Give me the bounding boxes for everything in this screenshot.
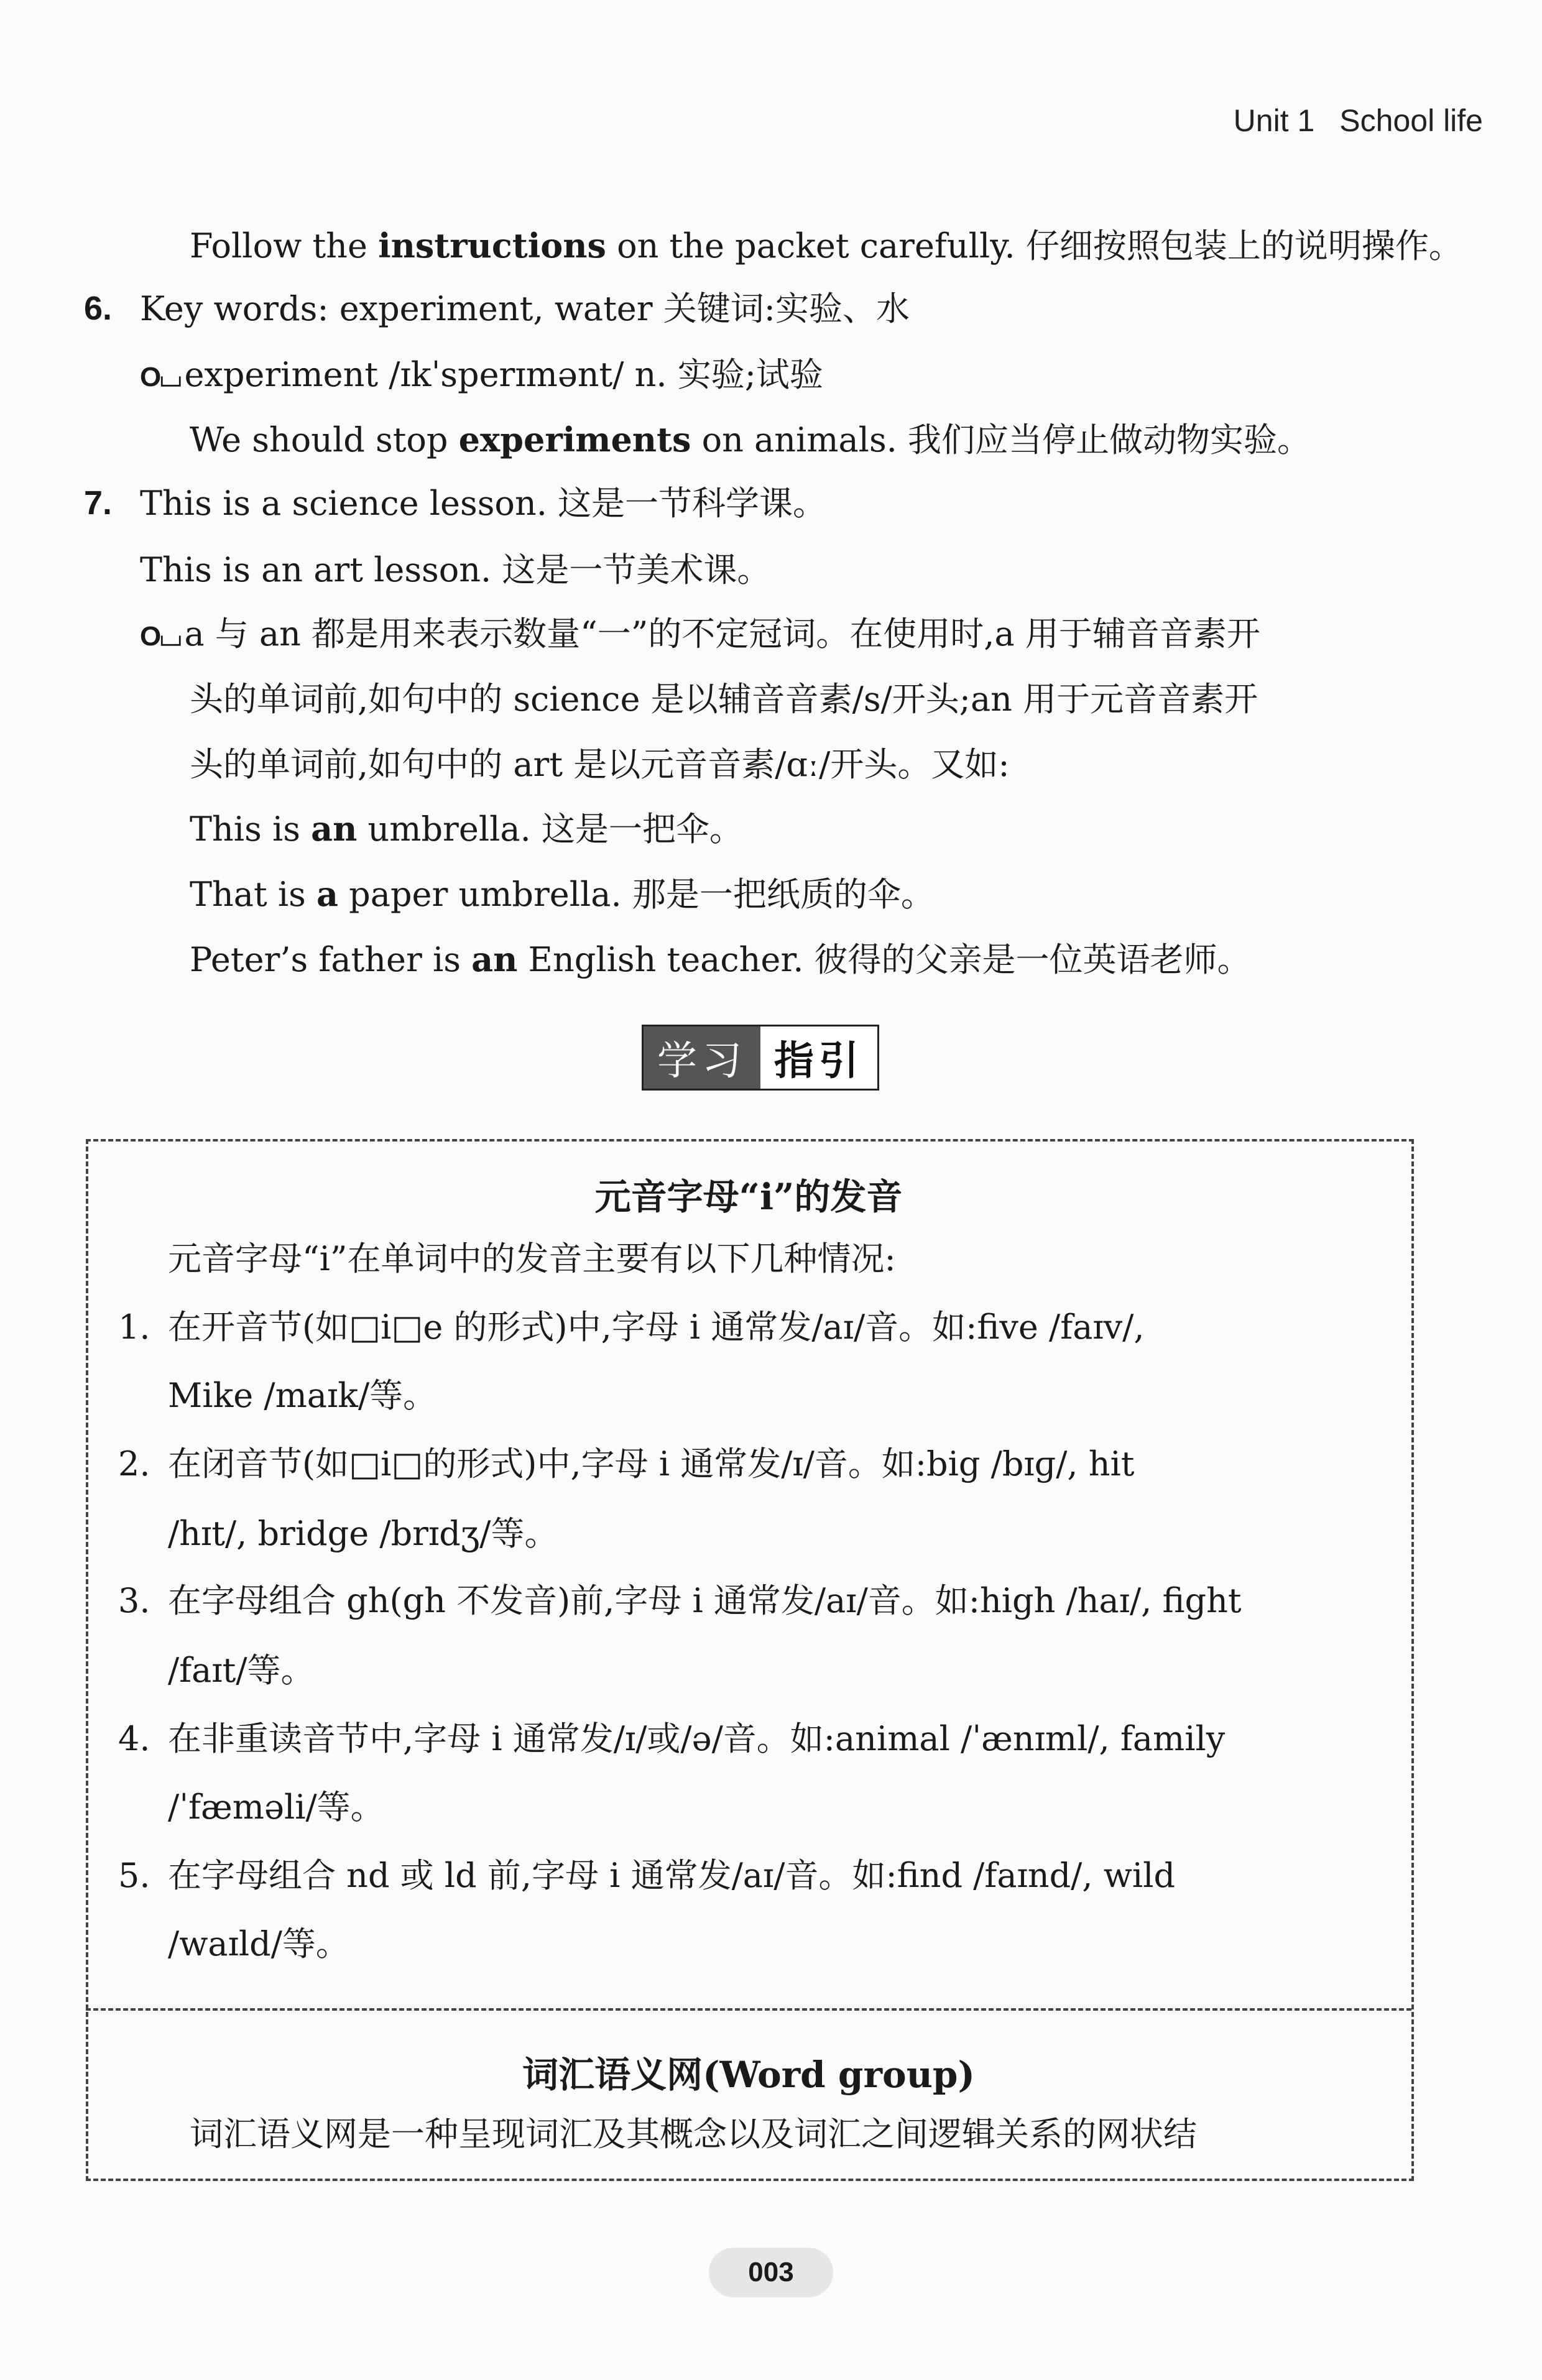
rule-line: 在字母组合 gh(gh 不发音)前,字母 i 通常发/aɪ/音。如:high /haɪ/, fight bbox=[168, 1581, 1242, 1620]
rule-line: 在非重读音节中,字母 i 通常发/ɪ/或/ə/音。如:animal /ˈænɪml/, family bbox=[168, 1719, 1226, 1758]
rule-line: /waɪld/等。 bbox=[168, 1924, 349, 1963]
item6-text: Key words: experiment, water 关键词:实验、水 bbox=[140, 289, 910, 328]
text: Follow the bbox=[190, 226, 379, 265]
entry-text: experiment /ɪkˈsperɪmənt/ n. 实验;试验 bbox=[184, 355, 823, 394]
rule-line: 在闭音节(如□i□的形式)中,字母 i 通常发/ɪ/音。如:big /bɪɡ/, hit bbox=[168, 1444, 1135, 1483]
text: Peter’s father is bbox=[190, 940, 472, 979]
rule-line: /faɪt/等。 bbox=[168, 1651, 315, 1690]
text: English teacher. 彼得的父亲是一位英语老师。 bbox=[517, 940, 1251, 979]
example-1 bbox=[190, 807, 743, 851]
text: We should stop bbox=[190, 420, 459, 459]
rule-line: /hɪt/, bridge /brɪdʒ/等。 bbox=[168, 1514, 558, 1553]
item7-line2: This is an art lesson. 这是一节美术课。 bbox=[140, 550, 771, 589]
key-icon: O⌴ bbox=[140, 362, 181, 392]
word-group-text: 词汇语义网是一种呈现词汇及其概念以及词汇之间逻辑关系的网状结 bbox=[190, 2115, 1197, 2154]
text: umbrella. 这是一把伞。 bbox=[357, 809, 743, 849]
text: This is bbox=[190, 809, 312, 849]
rule-number: 2. bbox=[118, 1444, 150, 1483]
rule-number: 4. bbox=[118, 1719, 150, 1758]
item7-note-line3: 头的单词前,如句中的 art 是以元音音素/ɑː/开头。又如: bbox=[190, 745, 1010, 784]
bold-word: instructions bbox=[378, 226, 606, 265]
rule-number: 1. bbox=[118, 1308, 150, 1347]
example-2 bbox=[190, 872, 935, 916]
text: on animals. 我们应当停止做动物实验。 bbox=[691, 420, 1311, 459]
bold-word: an bbox=[471, 939, 518, 979]
box-intro: 元音字母“i”在单词中的发音主要有以下几种情况: bbox=[168, 1239, 896, 1278]
item-number: 6. bbox=[84, 290, 113, 327]
guide-label-part2: 指引 bbox=[774, 1038, 864, 1084]
guide-label-part1: 学习 bbox=[644, 1026, 760, 1089]
text: That is bbox=[190, 875, 317, 914]
text: on the packet carefully. 仔细按照包装上的说明操作。 bbox=[606, 226, 1462, 265]
text: paper umbrella. 那是一把纸质的伞。 bbox=[338, 875, 935, 914]
rule-line: 在开音节(如□i□e 的形式)中,字母 i 通常发/aɪ/音。如:five /faɪv/, bbox=[168, 1308, 1145, 1347]
bold-word: an bbox=[311, 809, 358, 849]
unit-title: School life bbox=[1339, 103, 1483, 138]
follow-example bbox=[190, 224, 1462, 268]
rule-number: 3. bbox=[118, 1581, 150, 1620]
running-header bbox=[1234, 103, 1483, 139]
page-number: 003 bbox=[709, 2248, 833, 2297]
example-3 bbox=[190, 938, 1251, 982]
study-guide-banner bbox=[642, 1025, 879, 1091]
box-title: 元音字母“i”的发音 bbox=[594, 1176, 903, 1218]
rule-line: /ˈfæməli/等。 bbox=[168, 1787, 384, 1827]
item7-line1: This is a science lesson. 这是一节科学课。 bbox=[140, 484, 827, 523]
item7-note bbox=[140, 612, 1260, 658]
rule-line: Mike /maɪk/等。 bbox=[168, 1376, 437, 1415]
item6-example bbox=[190, 418, 1311, 462]
note-text: a 与 an 都是用来表示数量“一”的不定冠词。在使用时,a 用于辅音音素开 bbox=[184, 614, 1260, 653]
word-group-title: 词汇语义网(Word group) bbox=[522, 2054, 975, 2096]
rule-line: 在字母组合 nd 或 ld 前,字母 i 通常发/aɪ/音。如:find /faɪnd/, wild bbox=[168, 1856, 1176, 1895]
item7-note-line2: 头的单词前,如句中的 science 是以辅音音素/s/开头;an 用于元音音素开 bbox=[190, 680, 1258, 719]
bold-word: experiments bbox=[458, 420, 691, 459]
bold-word: a bbox=[316, 874, 339, 914]
key-icon: O⌴ bbox=[140, 621, 181, 652]
item-number: 7. bbox=[84, 484, 113, 522]
rule-number: 5. bbox=[118, 1856, 150, 1895]
unit-label: Unit 1 bbox=[1233, 103, 1315, 138]
box-divider bbox=[86, 2008, 1411, 2011]
vocab-entry bbox=[140, 353, 823, 399]
